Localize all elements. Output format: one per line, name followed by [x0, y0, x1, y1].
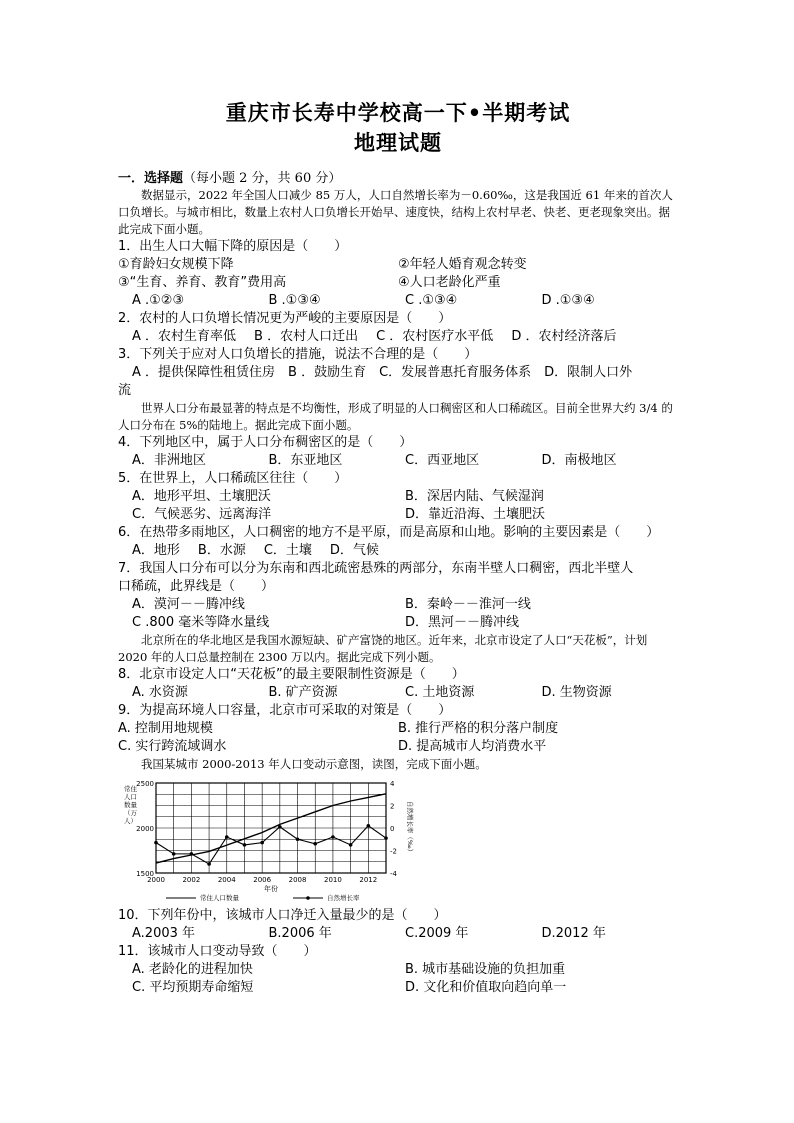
growth-rate-point: [154, 841, 158, 845]
q1-statement-1: ①育龄妇女规模下降: [118, 257, 234, 272]
q9-stem: 9．为提高环境人口容量，北京市可采取的对策是（ ）: [118, 703, 452, 718]
q7-stem-line2: 口稀疏，此界线是（ ）: [118, 579, 275, 594]
x-tick-label: 2010: [324, 876, 342, 884]
q6-option-c: C．土壤: [263, 543, 312, 558]
q10-option-c: C.2009 年: [405, 926, 469, 941]
q10-option-b: B.2006 年: [268, 926, 332, 941]
q9-option-c: C. 实行跨流域调水: [118, 739, 227, 754]
growth-rate-point: [172, 852, 176, 856]
q1-option-b: B .①③④: [268, 293, 321, 308]
q5-stem: 5．在世界上，人口稀疏区往往（ ）: [118, 471, 348, 486]
y-right-tick-label: 4: [390, 780, 395, 788]
q1-statements-row1: [118, 256, 678, 274]
q5-option-b: B．深居内陆、气候湿润: [405, 489, 544, 504]
growth-rate-point: [313, 842, 317, 846]
q1-statement-2: ②年轻人婚育观念转变: [398, 257, 527, 272]
growth-rate-point: [349, 843, 353, 847]
q2-options: [118, 328, 678, 346]
y-left-label-row: 人口: [124, 793, 137, 801]
q1-statements-row2: [118, 274, 678, 292]
q11-options-row1: [118, 961, 678, 979]
chart-lines: [154, 794, 388, 866]
q7-stem-line1: 7．我国人口分布可以分为东南和西北疏密悬殊的两部分，东南半壁人口稠密，西北半壁人: [118, 561, 634, 576]
y-right-tick-label: 0: [390, 825, 395, 833]
growth-rate-point: [225, 835, 229, 839]
exam-page: [118, 98, 678, 997]
q5-options-row2: [118, 506, 678, 524]
q4-option-c: C．西亚地区: [405, 453, 480, 468]
x-axis-label: 年份: [264, 885, 278, 893]
q6-stem: 6．在热带多雨地区，人口稠密的地方不是平原，而是高原和山地。影响的主要因素是（ ）: [118, 525, 660, 540]
material-1: 数据显示，2022 年全国人口减少 85 万人，人口自然增长率为－0.60‰，这是我国近 61 年来的首次人口负增长。与城市相比，数量上农村人口负增长开始早、速度快，结构上农村早老、快老、更老现象突出。据此完成下面小题。: [118, 188, 673, 236]
legend-label-growth-rate: 自然增长率: [327, 894, 360, 902]
x-tick-label: 2002: [182, 876, 201, 884]
q9-option-d: D. 提高城市人均消费水平: [398, 739, 547, 754]
q1-option-d: D .①③④: [541, 293, 595, 308]
q9-option-a: A. 控制用地规模: [118, 721, 213, 736]
q4-stem: 4．下列地区中，属于人口分布稠密区的是（ ）: [118, 435, 413, 450]
x-tick-label: 2008: [288, 876, 307, 884]
q11-option-d: D. 文化和价值取向趋向单一: [405, 980, 567, 995]
q7-option-d: D．黑河－－腾冲线: [405, 615, 520, 630]
chart-text: [124, 780, 415, 902]
legend-label-population: 常住人口数量: [200, 894, 239, 902]
q6-option-d: D．气候: [329, 543, 379, 558]
y-left-label-row: 人）: [124, 817, 137, 825]
q4-option-a: A．非洲地区: [132, 453, 206, 468]
q2-option-b: B ．农村人口迁出: [254, 329, 359, 344]
growth-rate-point: [190, 852, 194, 856]
q8-option-c: C. 土地资源: [405, 685, 475, 700]
q2-option-c: C ．农村医疗水平低: [376, 329, 494, 344]
q1-options: [118, 292, 678, 310]
q1-statement-4: ④人口老龄化严重: [398, 275, 501, 290]
growth-rate-point: [367, 824, 371, 828]
y-left-axis-label: [124, 784, 138, 825]
q11-option-b: B. 城市基础设施的负担加重: [405, 962, 566, 977]
q9-option-b: B. 推行严格的积分落户制度: [398, 721, 559, 736]
q7-option-b: B．秦岭－－淮河一线: [405, 597, 531, 612]
y-right-tick-label: -2: [390, 847, 397, 856]
exam-subtitle: 地理试题: [354, 130, 442, 155]
q11-option-a: A. 老龄化的进程加快: [132, 962, 253, 977]
q7-options-row1: [118, 596, 678, 614]
legend-dot-growth-rate: [306, 896, 310, 900]
q8-stem: 8．北京市设定人口“天花板”的最主要限制性资源是（ ）: [118, 667, 465, 682]
population-chart: [118, 775, 418, 905]
q5-option-c: C．气候恶劣、远离海洋: [132, 507, 272, 522]
q5-option-d: D．靠近沿海、土壤肥沃: [405, 507, 546, 522]
y-left-label-row: （万: [124, 809, 137, 817]
q2-stem: 2．农村的人口负增长情况更为严峻的主要原因是（ ）: [118, 311, 452, 326]
q5-option-a: A．地形平坦、土壤肥沃: [132, 489, 271, 504]
section-label: 一．选择题: [118, 171, 184, 186]
y-left-tick-label: 2500: [136, 780, 154, 788]
q1-option-c: C .①③④: [405, 293, 458, 308]
section-header: [118, 170, 678, 187]
growth-rate-point: [278, 825, 282, 829]
q6-options: [118, 542, 678, 560]
q6-option-a: A．地形: [132, 543, 180, 558]
section-note: （每小题 2 分，共 60 分）: [183, 171, 342, 186]
q2-option-a: A ．农村生育率低: [132, 329, 237, 344]
y-left-label-row: 数量: [124, 801, 137, 809]
q9-options-row2: [118, 738, 678, 756]
q1-statement-3: ③“生育、养育、教育”费用高: [118, 275, 287, 290]
q3-options-line1: A ．提供保障性租赁住房 B ．鼓励生育 C．发展普惠托育服务体系 D．限制人口外: [132, 365, 633, 380]
q8-option-a: A. 水资源: [132, 685, 188, 700]
growth-rate-point: [260, 841, 264, 845]
q3-stem: 3．下列关于应对人口负增长的措施，说法不合理的是（ ）: [118, 347, 478, 362]
y-left-tick-label: 2000: [136, 825, 154, 833]
growth-rate-point: [331, 835, 335, 839]
x-tick-label: 2000: [147, 876, 165, 884]
q11-options-row2: [118, 979, 678, 997]
growth-rate-point: [296, 837, 300, 841]
q8-option-b: B. 矿产资源: [268, 685, 338, 700]
x-tick-label: 2012: [359, 876, 378, 884]
material-3: 北京所在的华北地区是我国水源短缺、矿产富饶的地区。近年来，北京市设定了人口“天花板”，计划 2020 年的人口总量控制在 2300 万以内。据此完成下列小题。: [118, 633, 648, 664]
growth-rate-point: [384, 836, 388, 840]
material-4: 我国某城市 2000-2013 年人口变动示意图，读图，完成下面小题。: [141, 757, 487, 771]
q4-options: [118, 452, 678, 470]
y-left-tick-label: 1500: [136, 870, 154, 878]
q10-stem: 10．下列年份中，该城市人口净迁入量最少的是（ ）: [118, 908, 447, 923]
y-right-tick-label: -4: [390, 870, 397, 878]
q7-option-a: A．漠河－－腾冲线: [132, 597, 245, 612]
exam-title: 重庆市长寿中学校高一下•半期考试: [225, 100, 571, 125]
x-tick-label: 2006: [253, 876, 272, 884]
q8-options: [118, 684, 678, 702]
q4-option-b: B．东亚地区: [268, 453, 343, 468]
y-right-tick-label: 2: [390, 802, 395, 811]
growth-rate-point: [207, 862, 211, 866]
population-chart-svg: [118, 775, 418, 905]
growth-rate-point: [243, 843, 247, 847]
y-left-label-row: 常住: [124, 785, 137, 793]
q2-option-d: D ．农村经济落后: [511, 329, 617, 344]
q11-stem: 11．该城市人口变动导致（ ）: [118, 944, 317, 959]
q1-option-a: A .①②③: [132, 293, 185, 308]
q11-option-c: C. 平均预期寿命缩短: [132, 980, 254, 995]
q7-option-c: C .800 毫米等降水量线: [132, 615, 270, 630]
material-2: 世界人口分布最显著的特点是不均衡性，形成了明显的人口稠密区和人口稀疏区。目前全世界大约 3/4 的人口分布在 5%的陆地上。据此完成下面小题。: [118, 401, 673, 432]
q8-option-d: D. 生物资源: [541, 685, 612, 700]
q1-stem: 1．出生人口大幅下降的原因是（ ）: [118, 239, 348, 254]
q4-option-d: D．南极地区: [541, 453, 617, 468]
q3-options-line2: 流: [118, 383, 132, 398]
y-right-axis-label: 自然增长率（‰）: [406, 800, 414, 856]
q5-options-row1: [118, 488, 678, 506]
q9-options-row1: [118, 720, 678, 738]
q7-options-row2: [118, 614, 678, 632]
q10-options: [118, 925, 678, 943]
q10-option-a: A.2003 年: [132, 926, 196, 941]
x-tick-label: 2004: [217, 876, 236, 884]
q6-option-b: B．水源: [197, 543, 246, 558]
q10-option-d: D.2012 年: [541, 926, 606, 941]
